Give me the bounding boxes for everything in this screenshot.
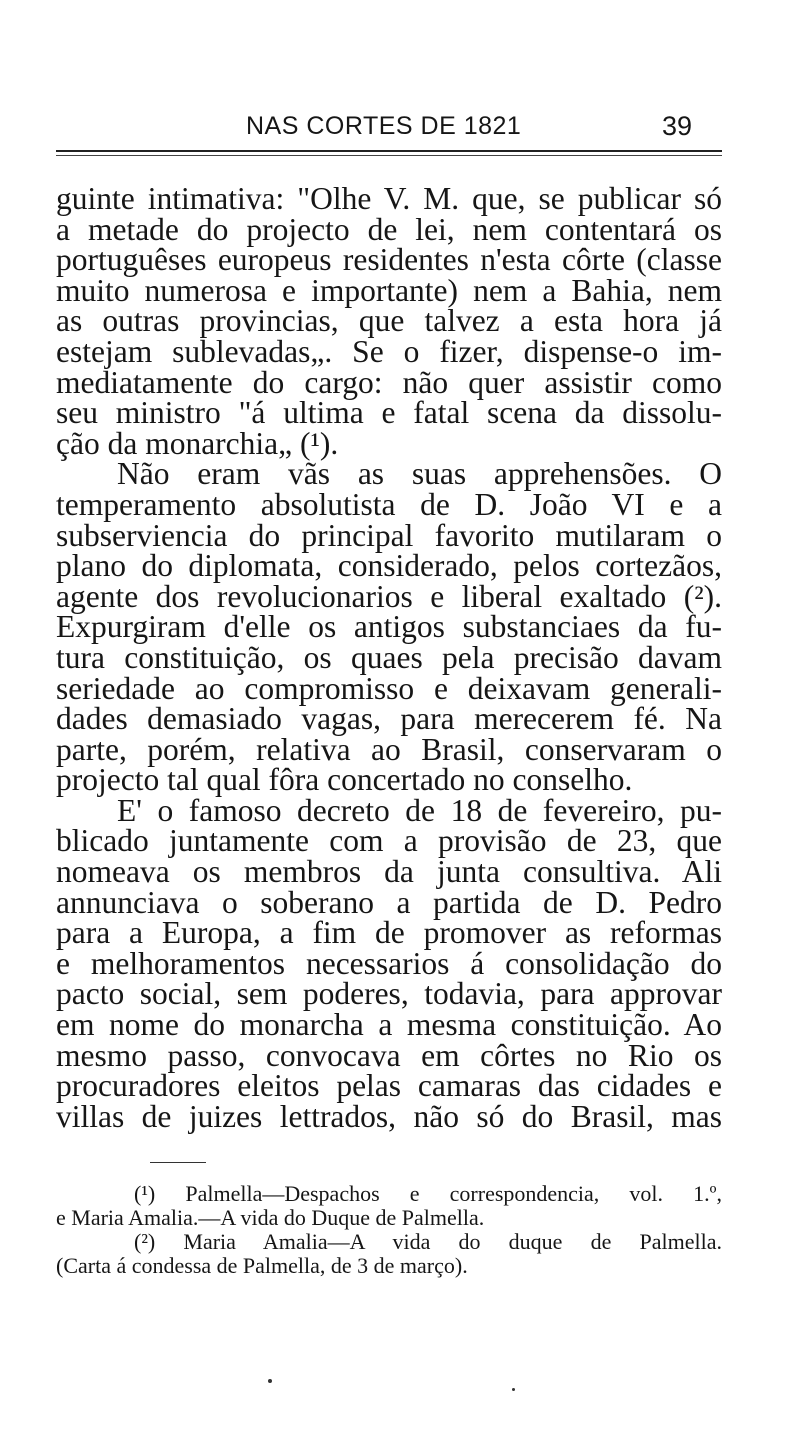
running-title: NAS CORTES DE 1821: [246, 112, 522, 140]
footnotes: [56, 1182, 722, 1278]
text-line: annunciava o soberano a partida de D. Pedro: [56, 884, 722, 920]
text-line: subserviencia do principal favorito mutilaram o: [56, 517, 722, 553]
text-line: villas de juizes lettrados, não só do Brasil, mas: [56, 1098, 722, 1134]
page-number: 39: [661, 111, 692, 141]
paragraph-2: [56, 456, 722, 798]
text-line: muito numerosa e importante) nem a Bahia, nem: [56, 272, 722, 308]
text-line: as outras provincias, que talvez a esta hora já: [56, 303, 722, 339]
text-line: e melhoramentos necessarios á consolidação do: [56, 945, 722, 981]
text-line: mesmo passo, convocava em côrtes no Rio os: [56, 1037, 722, 1073]
text-line: tura constituição, os quaes pela precisão davam: [56, 639, 722, 675]
text-line: seu ministro "á ultima e fatal scena da dissolu-: [56, 395, 722, 431]
text-line: Expurgiram d'elle os antigos substanciaes da fu-: [56, 609, 722, 645]
text-line: procuradores eleitos pelas camaras das cidades e: [56, 1068, 722, 1104]
text-line: para a Europa, a fim de promover as reformas: [56, 915, 722, 951]
footnote-1: [56, 1182, 722, 1230]
print-speck: [268, 1379, 272, 1383]
text-line: ção da monarchia„ (¹).: [56, 425, 339, 461]
text-line: em nome do monarcha a mesma constituição. Ao: [56, 1007, 722, 1043]
text-line: dades demasiado vagas, para merecerem fé. Na: [56, 701, 722, 737]
text-line: agente dos revolucionarios e liberal exaltado (²).: [56, 578, 722, 614]
text-line: a metade do projecto de lei, nem contentará os: [56, 211, 722, 247]
text-line: parte, porém, relativa ao Brasil, conservaram o: [56, 731, 722, 767]
text-line: guinte intimativa: "Olhe V. M. que, se publicar só: [56, 181, 722, 216]
header-rule: [56, 150, 722, 152]
text-line: pacto social, sem poderes, todavia, para approvar: [56, 976, 722, 1012]
text-line: E' o famoso decreto de 18 de fevereiro, pu-: [117, 792, 722, 828]
header-rule-thin: [56, 155, 722, 156]
running-head: [56, 108, 722, 148]
footnote-rule: [150, 1162, 206, 1163]
text-line: seriedade ao compromisso e deixavam generali-: [56, 670, 722, 706]
print-speck: [512, 1388, 515, 1391]
paragraph-3: [56, 792, 722, 1134]
text-line: Não eram vãs as suas apprehensões. O: [117, 456, 722, 492]
footnote-2: [56, 1230, 722, 1278]
body-text: [56, 181, 722, 1134]
text-line: nomeava os membros da junta consultiva. Ali: [56, 854, 722, 890]
footnote-line: (¹) Palmella—Despachos e correspondencia, vol. 1.º,: [134, 1181, 722, 1206]
text-line: projecto tal qual fôra concertado no conselho.: [56, 762, 633, 798]
paragraph-1: [56, 181, 722, 461]
text-line: plano do diplomata, considerado, pelos cortezãos,: [56, 548, 722, 584]
footnote-line: (Carta á condessa de Palmella, de 3 de março).: [56, 1253, 468, 1278]
text-line: temperamento absolutista de D. João VI e a: [56, 486, 722, 522]
footnote-line: e Maria Amalia.—A vida do Duque de Palmella.: [56, 1205, 485, 1230]
footnote-line: (²) Maria Amalia—A vida do duque de Palmella.: [134, 1229, 722, 1254]
text-line: portuguêses europeus residentes n'esta côrte (classe: [56, 242, 722, 278]
text-line: blicado juntamente com a provisão de 23, que: [56, 823, 722, 859]
text-line: estejam sublevadas„. Se o fizer, dispense-o im-: [56, 333, 722, 369]
text-line: mediatamente do cargo: não quer assistir como: [56, 364, 722, 400]
